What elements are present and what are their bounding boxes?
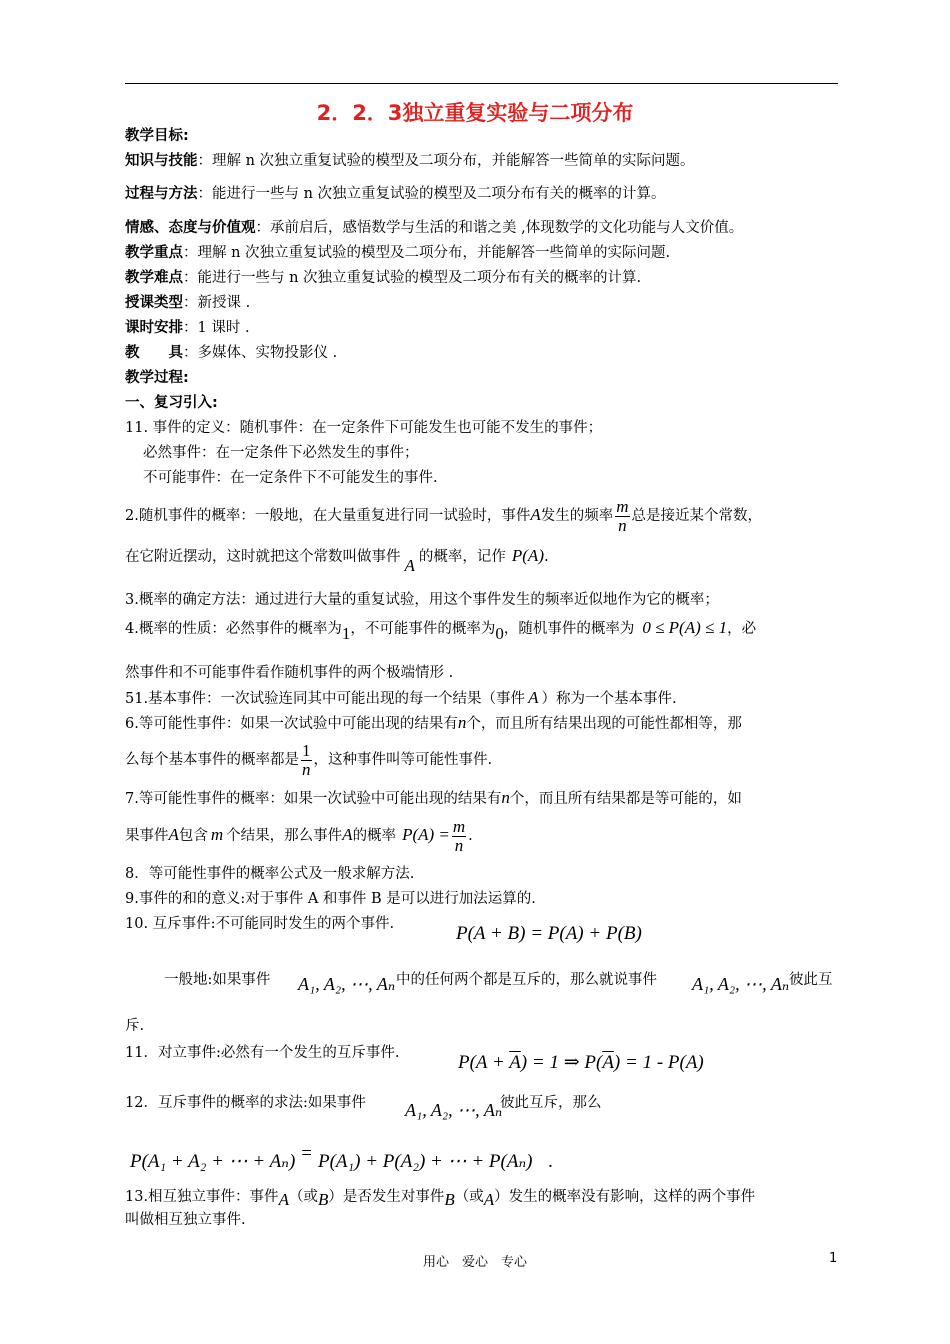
item-12b: 彼此互斥，那么 xyxy=(500,1095,602,1111)
union-formula: P(A₁ + A₂ + ⋯ + Aₙ) = P(A₁) + P(A₂) + ⋯ + P(Aₙ) . xyxy=(130,1143,554,1172)
section-review: 一、复习引入: xyxy=(125,395,218,411)
item-2-line1: 2.随机事件的概率：一般地，在大量重复进行同一试验时，事件A发生的频率 $\frac{m}{n}$ 总是接近某个常数， xyxy=(125,496,763,535)
process-line: 过程与方法：能进行一些与 n 次独立重复试验的模型及二项分布有关的概率的计算。 xyxy=(125,186,666,202)
item-12: 12．互斥事件的概率的求法:如果事件 xyxy=(125,1095,366,1111)
footer-motto: 用心 爱心 专心 xyxy=(422,1255,527,1270)
item-6-line1: 6.等可能性事件：如果一次试验中可能出现的结果有n个，而且所有结果出现的可能性都相等，那 xyxy=(125,713,742,732)
item-10b: 一般地:如果事件 xyxy=(164,972,271,988)
item-10e: 斥. xyxy=(125,1018,145,1034)
item-10c: 中的任何两个都是互斥的，那么就说事件 xyxy=(396,972,657,988)
emotion-line: 情感、态度与价值观：承前启后，感悟数学与生活的和谐之美 ,体现数学的文化功能与人文价值。 xyxy=(125,220,744,236)
events-list-1: A₁, A₂, ⋯, Aₙ xyxy=(298,974,396,994)
item-11: 11．对立事件:必然有一个发生的互斥事件. xyxy=(125,1045,400,1061)
item-2-line2: 在它附近摆动，这时就把这个常数叫做事件 A 的概率，记作 P(A). xyxy=(125,546,549,575)
type-line: 授课类型：新授课 . xyxy=(125,295,251,311)
item-13-line2: 叫做相互独立事件. xyxy=(125,1212,246,1228)
key-point-line: 教学重点：理解 n 次独立重复试验的模型及二项分布，并能解答一些简单的实际问题. xyxy=(125,245,671,261)
item-13-line1: 13.相互独立事件：事件A（或B）是否发生对事件B（或A）发生的概率没有影响，这样的两个事件 xyxy=(125,1189,756,1209)
item-8: 8．等可能性事件的概率公式及一般求解方法. xyxy=(125,866,415,882)
item-10d: 彼此互 xyxy=(789,972,833,988)
item-3: 3.概率的确定方法：通过进行大量的重复试验，用这个事件发生的频率近似地作为它的概率； xyxy=(125,592,719,608)
item-7-line2: 果事件A包含 m 个结果，那么事件A的概率 P(A) = $\frac{m}{n}$ . xyxy=(125,816,473,855)
hours-line: 课时安排：1 课时 . xyxy=(125,320,250,336)
item-5: 51.基本事件：一次试验连同其中可能出现的每一个结果（事件 A ）称为一个基本事件. xyxy=(125,688,677,707)
item-7-line1: 7.等可能性事件的概率：如果一次试验中可能出现的结果有n个，而且所有结果都是等可能的，如 xyxy=(125,788,742,807)
item-4-line2: 然事件和不可能事件看作随机事件的两个极端情形 . xyxy=(125,665,454,681)
goal-heading: 教学目标: xyxy=(125,128,189,144)
difficulty-line: 教学难点：能进行一些与 n 次独立重复试验的模型及二项分布有关的概率的计算. xyxy=(125,270,642,286)
top-rule xyxy=(125,83,838,84)
item-4-line1: 4.概率的性质：必然事件的概率为1，不可能事件的概率为0，随机事件的概率为 0 ≤ P(A) ≤ 1，必 xyxy=(125,618,757,643)
events-list-3: A₁, A₂, ⋯, Aₙ xyxy=(405,1100,503,1120)
page-title: 2．2．3独立重复实验与二项分布 xyxy=(316,101,634,125)
item-6-line2: 么每个基本事件的概率都是 $\frac{1}{n}$ ，这种事件叫等可能性事件. xyxy=(125,740,493,779)
process-heading: 教学过程: xyxy=(125,370,189,386)
complement-formula: $P(A + \overline{A}) = 1$ ⇒ $P(\overline{A}) = 1 - P(A)$ xyxy=(458,1052,704,1073)
item-9: 9.事件的和的意义:对于事件 A 和事件 B 是可以进行加法运算的. xyxy=(125,891,536,907)
sum-rule-formula: P(A + B) = P(A) + P(B) xyxy=(456,923,642,944)
knowledge-line: 知识与技能：理解 n 次独立重复试验的模型及二项分布，并能解答一些简单的实际问题。 xyxy=(125,153,695,169)
item-1: 11. 事件的定义：随机事件：在一定条件下可能发生也可能不发生的事件； xyxy=(125,420,603,436)
tools-line: 教 具：多媒体、实物投影仪 . xyxy=(125,345,338,361)
page-number: 1 xyxy=(829,1251,838,1266)
item-1b: 必然事件：在一定条件下必然发生的事件； xyxy=(143,445,419,461)
events-list-2: A₁, A₂, ⋯, Aₙ xyxy=(692,974,790,994)
item-1c: 不可能事件：在一定条件下不可能发生的事件. xyxy=(143,470,438,486)
item-10: 10. 互斥事件:不可能同时发生的两个事件. xyxy=(125,916,395,932)
